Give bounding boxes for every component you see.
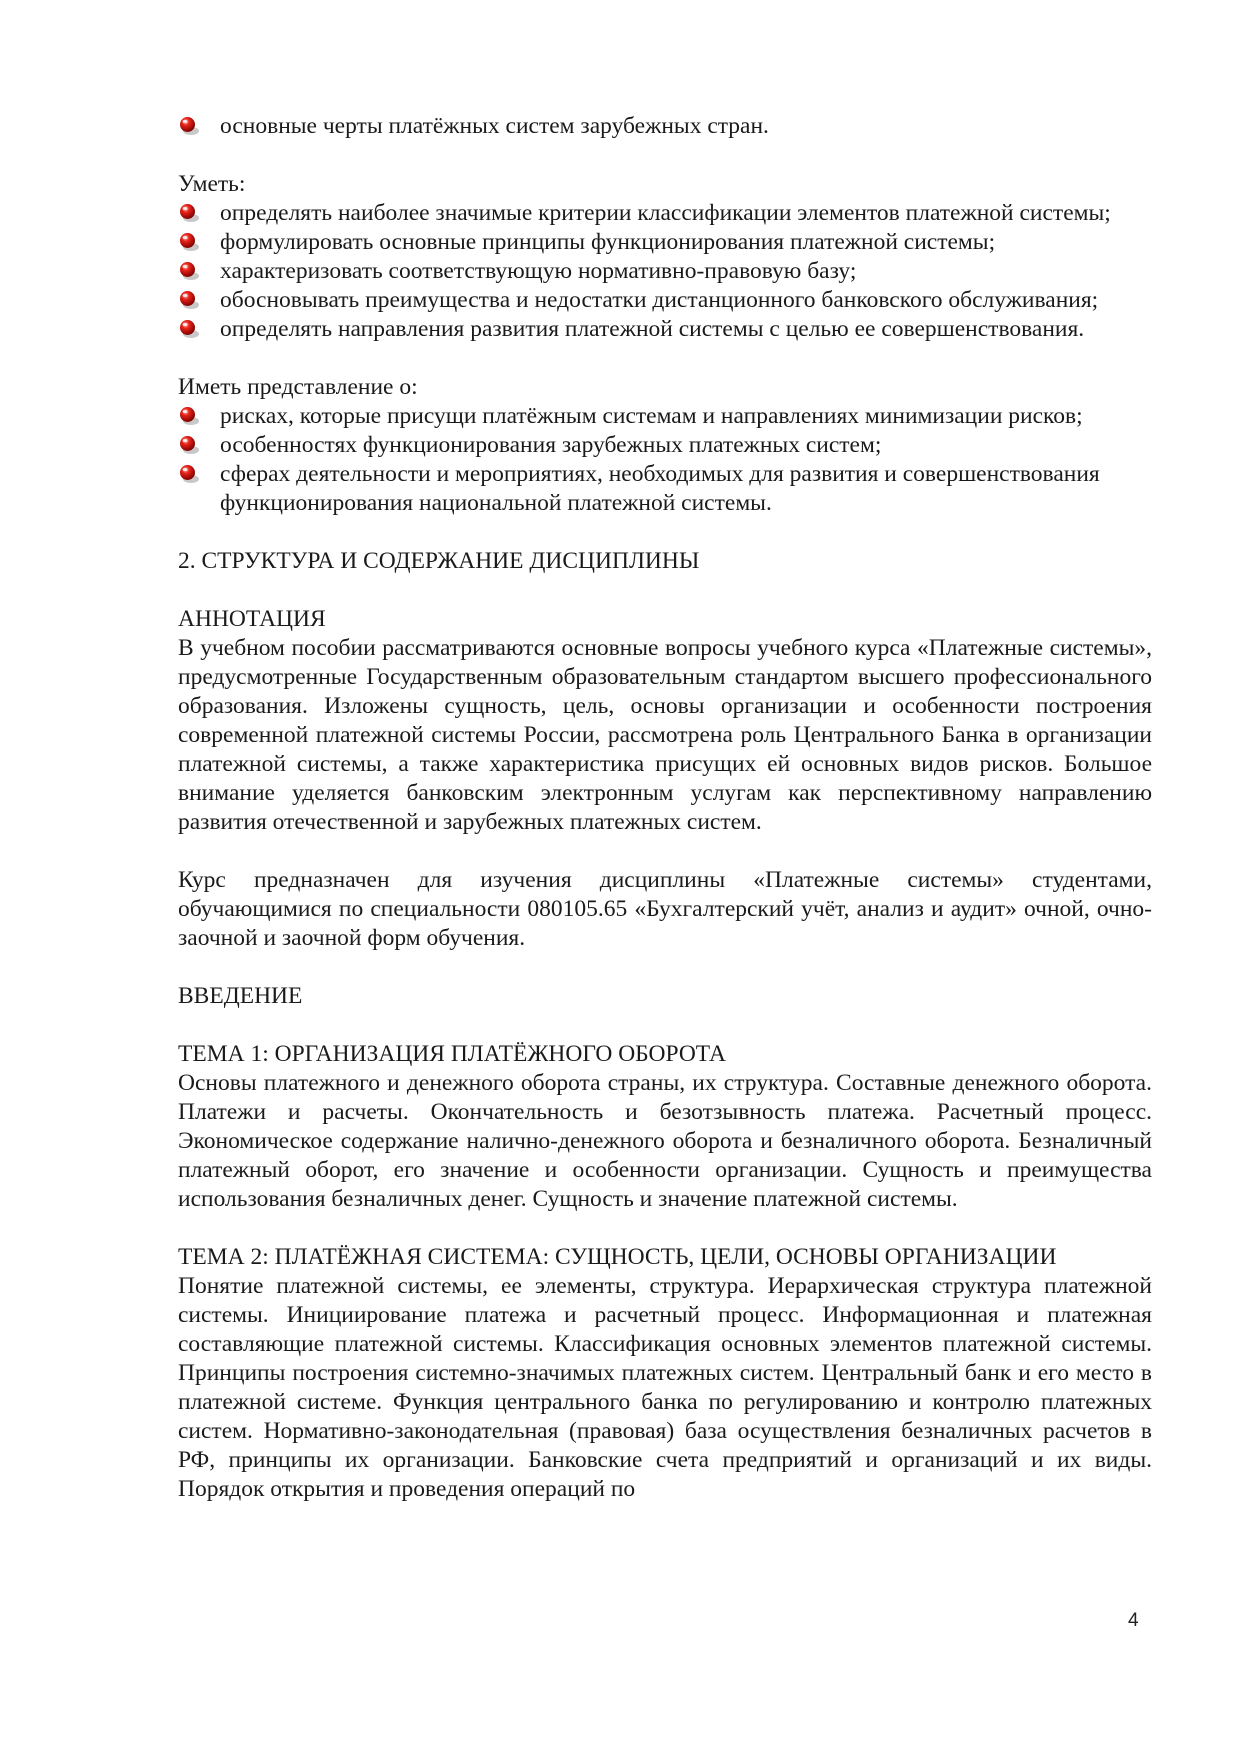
red-ball-bullet-icon [178, 260, 200, 282]
umet-bullet-list [178, 199, 1152, 344]
red-ball-bullet-icon [178, 405, 200, 427]
intro-heading: ВВЕДЕНИЕ [178, 983, 303, 1009]
list-item-text: обосновывать преимущества и недостатки дистанционного банковского обслуживания; [220, 287, 1099, 313]
red-ball-bullet-icon [178, 318, 200, 340]
topic-1-heading: ТЕМА 1: ОРГАНИЗАЦИЯ ПЛАТЁЖНОГО ОБОРОТА [178, 1041, 726, 1067]
imet-bullet-list [178, 402, 1152, 518]
list-item-text: характеризовать соответствующую нормативно-правовую базу; [220, 258, 857, 284]
annotation-heading: АННОТАЦИЯ [178, 606, 326, 632]
imet-label: Иметь представление о: [178, 374, 418, 400]
course-text: Курс предназначен для изучения дисциплины «Платежные системы» студентами, обучающимися по специальности 080105.65 «Бухгалтерский учёт, анализ и аудит» очной, очно-заочной и заочной форм обучения. [178, 867, 1152, 951]
list-item [178, 257, 1152, 286]
list-item-text: особенностях функционирования зарубежных платежных систем; [220, 432, 882, 458]
red-ball-bullet-icon [178, 463, 200, 485]
red-ball-bullet-icon [178, 115, 200, 137]
list-item [178, 228, 1152, 257]
list-item [178, 315, 1152, 344]
umet-label: Уметь: [178, 171, 246, 197]
list-item-text: определять направления развития платежной системы с целью ее совершенствования. [220, 316, 1085, 342]
list-item [178, 199, 1152, 228]
list-item [178, 431, 1152, 460]
page-number: 4 [1128, 1610, 1139, 1631]
top-bullet-list [178, 112, 1152, 141]
annotation-text: В учебном пособии рассматриваются основные вопросы учебного курса «Платежные системы», предусмотренные Государственным образовательным стандартом высшего профессионального образования. Изложены сущность, цель, основы организации и особенности построения современной платежной системы России, рассмотрена роль Центрального Банка в организации платежной системы, а также характеристика присущих ей основных видов рисков. Большое внимание уделяется банковским электронным услугам как перспективному направлению развития отечественной и зарубежных платежных систем. [178, 635, 1152, 835]
list-item-text: определять наиболее значимые критерии классификации элементов платежной системы; [220, 200, 1111, 226]
topic-2-text: Понятие платежной системы, ее элементы, структура. Иерархическая структура платежной системы. Инициирование платежа и расчетный процесс. Информационная и платежная составляющие платежной системы. Классификация основных элементов платежной системы. Принципы построения системно-значимых платежных систем. Центральный банк и его место в платежной системе. Функция центрального банка по регулированию и контролю платежных систем. Нормативно-законодательная (правовая) база осуществления безналичных расчетов в РФ, принципы их организации. Банковские счета предприятий и организаций и их виды. Порядок открытия и проведения операций по [178, 1273, 1152, 1502]
list-item-text: основные черты платёжных систем зарубежных стран. [220, 113, 769, 139]
list-item-text: формулировать основные принципы функционирования платежной системы; [220, 229, 996, 255]
list-item-text: сферах деятельности и мероприятиях, необходимых для развития и совершенствования функционирования национальной платежной системы. [220, 461, 1100, 516]
list-item-text: рисках, которые присущи платёжным системам и направлениях минимизации рисков; [220, 403, 1083, 429]
list-item [178, 460, 1152, 518]
topic-2-heading: ТЕМА 2: ПЛАТЁЖНАЯ СИСТЕМА: СУЩНОСТЬ, ЦЕЛИ, ОСНОВЫ ОРГАНИЗАЦИИ [178, 1244, 1057, 1270]
section-2-heading: 2. СТРУКТУРА И СОДЕРЖАНИЕ ДИСЦИПЛИНЫ [178, 548, 700, 574]
document-page [178, 112, 1152, 1504]
red-ball-bullet-icon [178, 202, 200, 224]
topic-1-text: Основы платежного и денежного оборота страны, их структура. Составные денежного оборота. Платежи и расчеты. Окончательность и безотзывность платежа. Расчетный процесс. Экономическое содержание налично-денежного оборота и безналичного оборота. Безналичный платежный оборот, его значение и особенности организации. Сущность и преимущества использования безналичных денег. Сущность и значение платежной системы. [178, 1070, 1152, 1212]
red-ball-bullet-icon [178, 231, 200, 253]
list-item [178, 402, 1152, 431]
red-ball-bullet-icon [178, 289, 200, 311]
list-item [178, 286, 1152, 315]
list-item [178, 112, 1152, 141]
red-ball-bullet-icon [178, 434, 200, 456]
